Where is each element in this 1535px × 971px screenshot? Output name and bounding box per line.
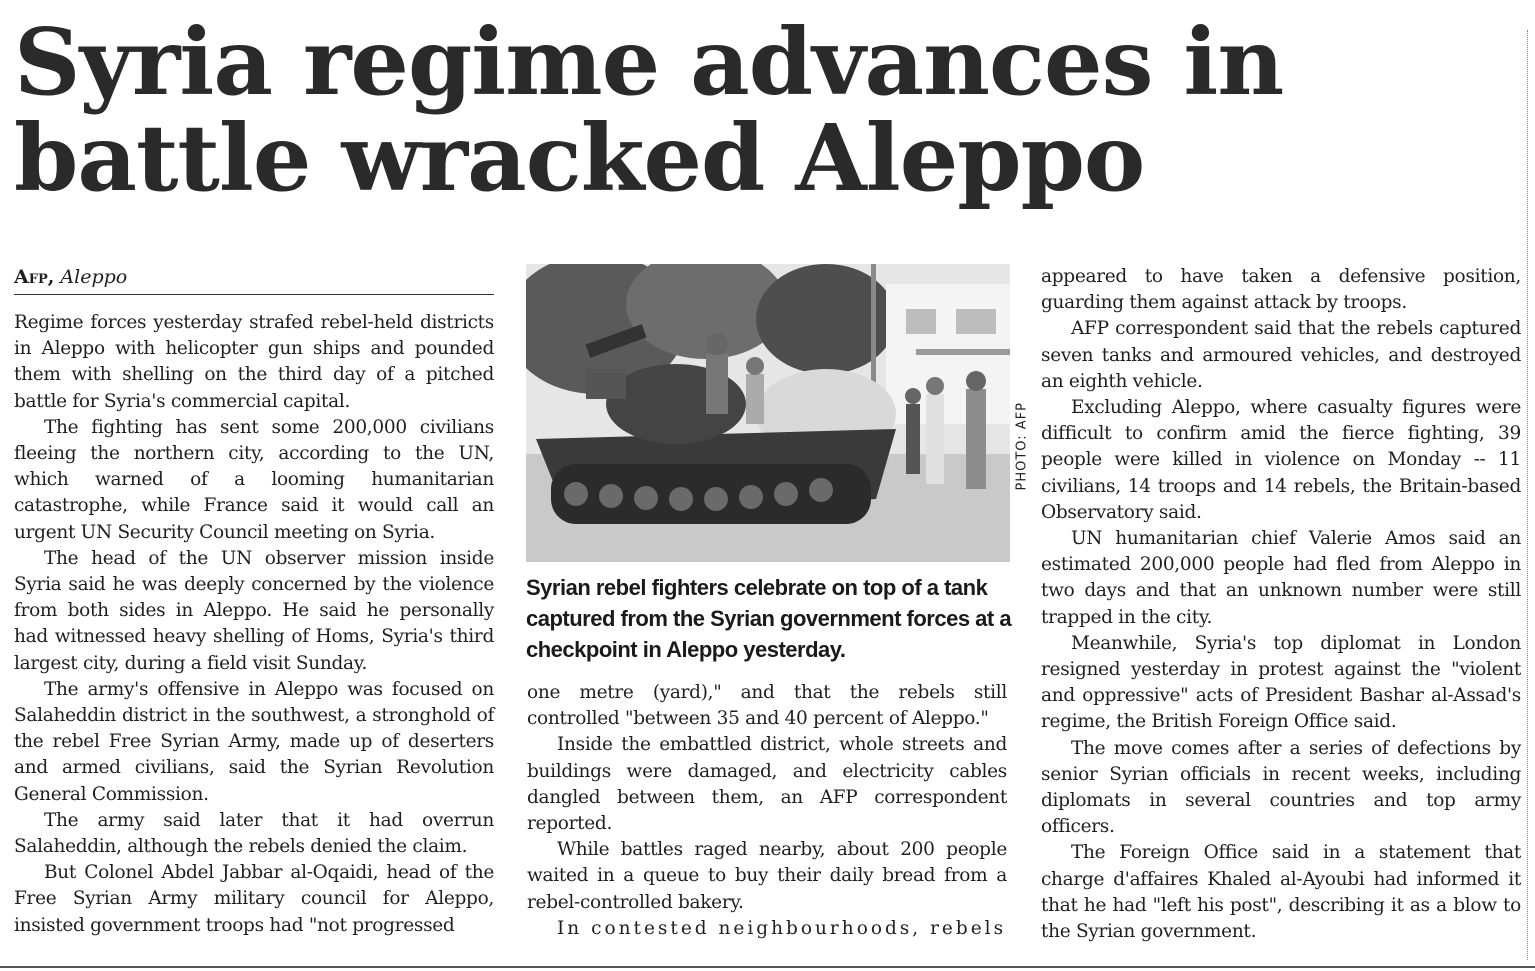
tank-photo — [526, 264, 1010, 562]
paragraph: AFP correspondent said that the rebels captured seven tanks and armoured vehicles, and destroyed an eighth vehicle. — [1041, 318, 1521, 392]
paragraph: The army said later that it had overrun Salaheddin, although the rebels denied the claim. — [14, 809, 494, 858]
paragraph: The fighting has sent some 200,000 civilians fleeing the northern city, according to the UN, which warned of a looming humanitarian catastrophe, while France said it would call an urgent UN Security Council meeting on Syria. — [14, 416, 494, 543]
tank-photo-illustration — [526, 264, 1010, 562]
article-column-2 — [527, 680, 1007, 942]
paragraph: While battles raged nearby, about 200 people waited in a queue to buy their daily bread from a rebel-controlled bakery. — [527, 839, 1007, 913]
paragraph: appeared to have taken a defensive position, guarding them against attack by troops. — [1041, 266, 1521, 314]
paragraph: Inside the embattled district, whole streets and buildings were damaged, and electricity cables dangled between them, an AFP correspondent reported. — [527, 734, 1007, 835]
paragraph: The Foreign Office said in a statement that charge d'affaires Khaled al-Ayoubi had informed it that he had "left his post", describing it as a blow to the Syrian government. — [1041, 842, 1521, 943]
paragraph: The head of the UN observer mission inside Syria said he was deeply concerned by the violence from both sides in Aleppo. He said he personally had witnessed heavy shelling of Homs, Syria's third largest city, during a field visit Sunday. — [14, 547, 494, 674]
byline-agency: Afp, — [14, 266, 55, 288]
column-divider-rule — [1527, 30, 1528, 960]
paragraph: UN humanitarian chief Valerie Amos said an estimated 200,000 people had fled from Aleppo in two days and that an unknown number were still trapped in the city. — [1041, 528, 1521, 628]
paragraph: Meanwhile, Syria's top diplomat in London resigned yesterday in protest against the "violent and oppressive" acts of President Bashar al-Assad's regime, the British Foreign Office said. — [1041, 632, 1521, 733]
byline-place: Aleppo — [60, 266, 128, 288]
article-column-1 — [14, 310, 494, 939]
photo-caption: Syrian rebel fighters celebrate on top of a tank captured from the Syrian government forces at a checkpoint in Aleppo yesterday. — [526, 575, 1012, 662]
paragraph: But Colonel Abdel Jabbar al-Oqaidi, head of the Free Syrian Army military council for Aleppo, insisted government troops had "not progressed — [14, 862, 494, 936]
paragraph: one metre (yard)," and that the rebels still controlled "between 35 and 40 percent of Aleppo." — [527, 682, 1007, 730]
article-headline: Syria regime advances in battle wracked Aleppo — [14, 8, 1284, 212]
paragraph: Regime forces yesterday strafed rebel-held districts in Aleppo with helicopter gun ships and pounded them with shelling on the third day of a pitched battle for Syria's commercial capital. — [14, 312, 494, 412]
photo-credit: PHOTO: AFP — [1014, 401, 1030, 491]
paragraph: In contested neighbourhoods, rebels — [557, 917, 1007, 939]
paragraph: The move comes after a series of defections by senior Syrian officials in recent weeks, including diplomats in several countries and top army officers. — [1041, 737, 1521, 838]
article-column-3 — [1041, 264, 1521, 945]
page-bottom-rule — [0, 966, 1535, 968]
byline — [14, 266, 494, 295]
paragraph: The army's offensive in Aleppo was focused on Salaheddin district in the southwest, a stronghold of the rebel Free Syrian Army, made up of deserters and armed civilians, said the Syrian Revolution General Commission. — [14, 678, 494, 805]
paragraph: Excluding Aleppo, where casualty figures were difficult to confirm amid the fierce fighting, 39 people were killed in violence on Monday -- 11 civilians, 14 troops and 14 rebels, the Britain-based Observatory said. — [1041, 397, 1521, 523]
